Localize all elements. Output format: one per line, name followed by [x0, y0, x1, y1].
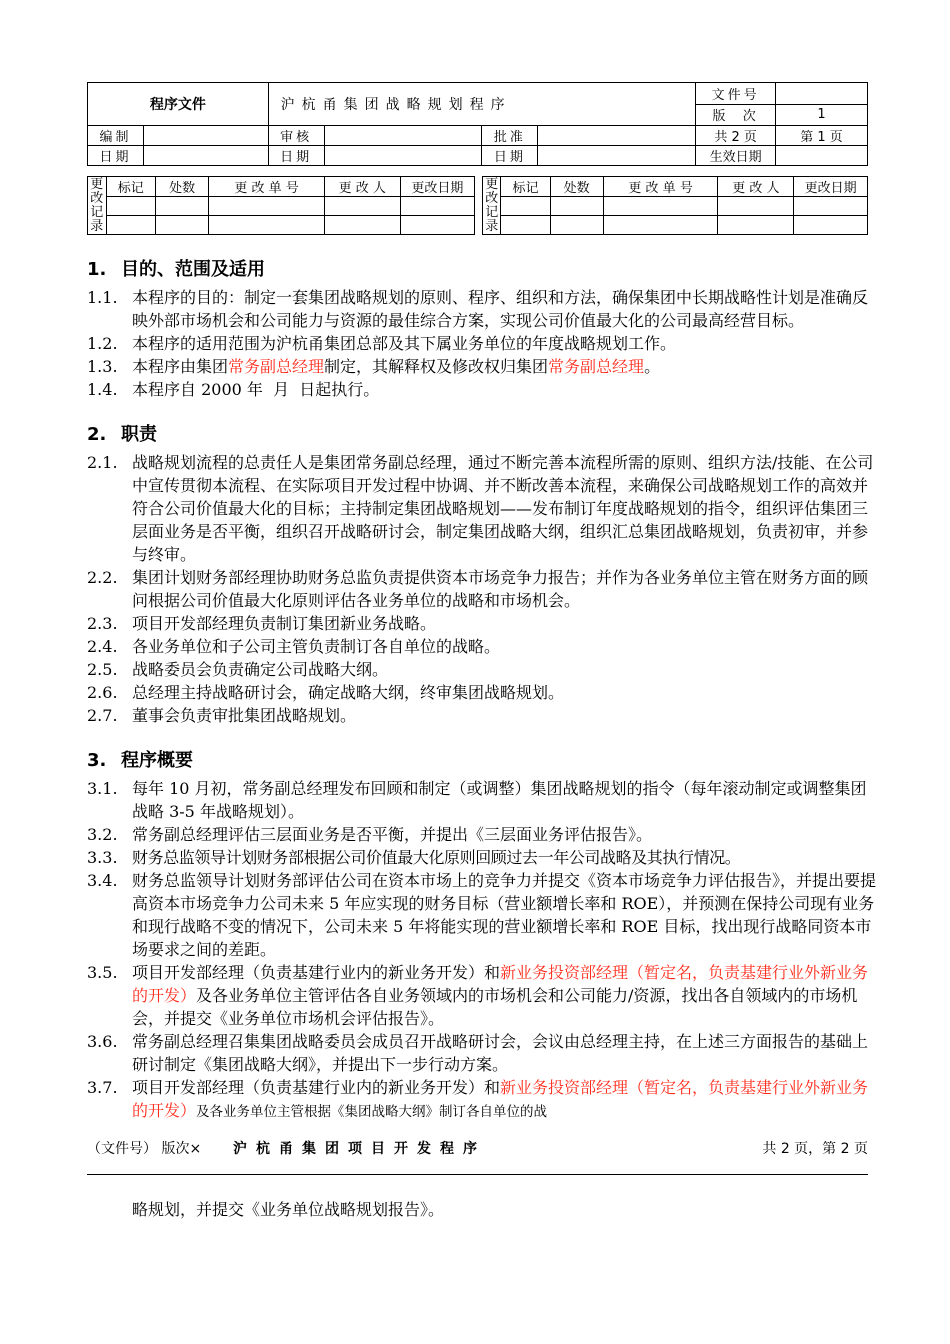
col-changer: 更 改 人	[324, 177, 400, 197]
item-text: 财务总监领导计划财务部评估公司在资本市场上的竞争力并提交《资本市场竞争力评估报告》，并提出要提高资本市场竞争力公司未来 5 年应实现的财务目标（营业额增长率和 ROE），并预测在保持公司现有业务和现行战略不变的情况下，公司未来 5 年将能实现的营业额增长率和 ROE 目标，找出现行战略同资本市场要求之间的差距。	[132, 871, 877, 959]
cell	[550, 197, 603, 216]
text-part: 及各业务单位主管根据《集团战略大纲》制订各自单位的战	[196, 1104, 548, 1120]
effective-date-value	[776, 146, 868, 166]
item-number: 2.2.	[87, 568, 118, 587]
item-number: 2.4.	[87, 637, 118, 656]
item-number: 2.7.	[87, 706, 118, 725]
item-number: 2.5.	[87, 660, 118, 679]
cell	[718, 216, 794, 235]
approve-label: 批准	[482, 126, 538, 146]
item-text: 财务总监领导计划财务部根据公司价值最大化原则回顾过去一年公司战略及其执行情况。	[132, 848, 741, 867]
cell	[794, 197, 868, 216]
item-text: 每年 10 月初，常务副总经理发布回顾和制定（或调整）集团战略规划的指令（每年滚动制定或调整集团战略 3-5 年战略规划）。	[132, 779, 867, 821]
file-no-label: 文件号	[696, 83, 776, 105]
cell	[209, 197, 324, 216]
item-number: 1.4.	[87, 380, 118, 399]
item-number: 3.3.	[87, 848, 118, 867]
list-item	[87, 635, 877, 658]
col-changer: 更 改 人	[718, 177, 794, 197]
list-item	[87, 681, 877, 704]
item-number: 1.3.	[87, 357, 118, 376]
change-record-label: 更改记录	[483, 177, 501, 235]
item-number: 2.6.	[87, 683, 118, 702]
list-item	[87, 961, 877, 1030]
file-no-value	[776, 83, 868, 105]
col-mark: 标记	[501, 177, 550, 197]
date-value	[143, 146, 268, 166]
change-record-label: 更改记录	[88, 177, 107, 235]
cell	[400, 197, 474, 216]
cell	[501, 197, 550, 216]
section-number: 1.	[87, 259, 107, 280]
item-text: 项目开发部经理负责制订集团新业务战略。	[132, 614, 437, 633]
total-pages: 共 2 页	[696, 126, 776, 146]
cell	[794, 216, 868, 235]
item-text: 本程序自 2000 年 月 日起执行。	[132, 380, 380, 399]
date-label: 日期	[88, 146, 144, 166]
cell	[603, 216, 718, 235]
page-number: 第 1 页	[776, 126, 868, 146]
col-count: 处数	[550, 177, 603, 197]
prepared-value	[143, 126, 268, 146]
list-item	[87, 846, 877, 869]
item-text: 本程序的目的：制定一套集团战略规划的原则、程序、组织和方法，确保集团中长期战略性计划是准确反映外部市场机会和公司能力与资源的最佳综合方案，实现公司价值最大化的公司最高经营目标。	[132, 288, 869, 330]
doc-type: 程序文件	[88, 83, 269, 126]
section-heading	[87, 747, 877, 775]
text-part: 项目开发部经理（负责基建行业内的新业务开发）和	[132, 963, 501, 982]
list-item	[87, 612, 877, 635]
list-item	[87, 777, 877, 823]
section-heading	[87, 421, 877, 449]
continuation-text: 略规划，并提交《业务单位战略规划报告》。	[132, 1200, 445, 1219]
cell	[155, 216, 209, 235]
review-label: 审核	[268, 126, 324, 146]
item-number: 3.1.	[87, 779, 118, 798]
col-change-date: 更改日期	[794, 177, 868, 197]
cell	[603, 197, 718, 216]
cell	[155, 197, 209, 216]
section-title: 职责	[121, 424, 157, 445]
cell	[106, 197, 155, 216]
item-text: 各业务单位和子公司主管负责制订各自单位的战略。	[132, 637, 501, 656]
list-item	[87, 658, 877, 681]
approve-value	[538, 126, 696, 146]
version-label: 版 次	[696, 104, 776, 126]
item-text: 总经理主持战略研讨会，确定战略大纲，终审集团战略规划。	[132, 683, 565, 702]
item-number: 2.3.	[87, 614, 118, 633]
document-header-table	[87, 82, 868, 166]
section-number: 3.	[87, 750, 107, 771]
section-title: 目的、范围及适用	[121, 259, 265, 280]
item-text: 董事会负责审批集团战略规划。	[132, 706, 357, 725]
doc-title: 沪杭甬集团战略规划程序	[268, 83, 695, 126]
section-number: 2.	[87, 424, 107, 445]
item-text	[132, 1076, 877, 1124]
col-change-no: 更 改 单 号	[209, 177, 324, 197]
date-value	[324, 146, 482, 166]
date-label: 日期	[268, 146, 324, 166]
item-number: 3.7.	[87, 1078, 118, 1097]
item-text: 集团计划财务部经理协助财务总监负责提供资本市场竞争力报告；并作为各业务单位主管在财务方面的顾问根据公司价值最大化原则评估各业务单位的战略和市场机会。	[132, 568, 869, 610]
highlight-text: 新业务投资部经理（暂定名，负责基建行业外新业务的开发）	[132, 1078, 869, 1120]
cell	[324, 216, 400, 235]
item-text: 常务副总经理评估三层面业务是否平衡，并提出《三层面业务评估报告》。	[132, 825, 653, 844]
page-divider	[87, 1174, 868, 1175]
highlight-text: 常务副总经理	[548, 357, 645, 376]
text-part: 本程序由集团	[132, 357, 229, 376]
item-number: 1.1.	[87, 288, 118, 307]
cell	[501, 216, 550, 235]
col-mark: 标记	[106, 177, 155, 197]
highlight-text: 常务副总经理	[228, 357, 325, 376]
change-record-table-left	[87, 176, 475, 235]
item-number: 3.6.	[87, 1032, 118, 1051]
text-part: 制定，其解释权及修改权归集团	[324, 357, 549, 376]
item-number: 3.2.	[87, 825, 118, 844]
section-heading	[87, 256, 877, 284]
item-text: 战略委员会负责确定公司战略大纲。	[132, 660, 389, 679]
item-number: 3.5.	[87, 963, 118, 982]
col-change-date: 更改日期	[400, 177, 474, 197]
text-part: 。	[644, 357, 661, 376]
item-number: 1.2.	[87, 334, 118, 353]
col-count: 处数	[155, 177, 209, 197]
list-item	[87, 355, 877, 378]
cell	[324, 197, 400, 216]
cell	[106, 216, 155, 235]
version-value: 1	[776, 104, 868, 126]
text-part: 及各业务单位主管评估各自业务领域内的市场机会和公司能力/资源，找出各自领域内的市场机会，并提交《业务单位市场机会评估报告》。	[132, 986, 858, 1028]
cell	[718, 197, 794, 216]
list-item	[87, 823, 877, 846]
list-item	[87, 286, 877, 332]
document-body	[87, 256, 877, 1124]
item-number: 3.4.	[87, 871, 118, 890]
list-item	[87, 1076, 877, 1124]
text-part: 项目开发部经理（负责基建行业内的新业务开发）和	[132, 1078, 501, 1097]
list-item	[87, 869, 877, 961]
list-item	[87, 704, 877, 727]
item-text	[132, 355, 877, 378]
section-title: 程序概要	[121, 750, 193, 771]
list-item	[87, 1030, 877, 1076]
item-text: 战略规划流程的总责任人是集团常务副总经理，通过不断完善本流程所需的原则、组织方法/技能、在公司中宣传贯彻本流程、在实际项目开发过程中协调、并不断改善本流程，来确保公司战略规划工作的高效并符合公司价值最大化的目标；主持制定集团战略规划——发布制订年度战略规划的指令，组织评估集团三层面业务是否平衡，组织召开战略研讨会，制定集团战略大纲，组织汇总集团战略规划，负责初审，并参与终审。	[132, 453, 874, 564]
footer-page-info: 共 2 页，第 2 页	[762, 1141, 868, 1157]
prepared-label: 编制	[88, 126, 144, 146]
col-change-no: 更 改 单 号	[603, 177, 718, 197]
review-value	[324, 126, 482, 146]
list-item	[87, 566, 877, 612]
footer-title: 沪杭甬集团项目开发程序	[233, 1141, 486, 1157]
list-item	[87, 332, 877, 355]
item-number: 2.1.	[87, 453, 118, 472]
list-item	[87, 378, 877, 401]
item-text: 本程序的适用范围为沪杭甬集团总部及其下属业务单位的年度战略规划工作。	[132, 334, 677, 353]
date-value	[538, 146, 696, 166]
change-record-table-right	[482, 176, 868, 235]
cell	[400, 216, 474, 235]
cell	[209, 216, 324, 235]
list-item	[87, 451, 877, 566]
effective-date-label: 生效日期	[696, 146, 776, 166]
footer-file-info: （文件号） 版次×	[87, 1141, 202, 1157]
highlight-text: 新业务投资部经理（暂定名，负责基建行业外新业务的开发）	[132, 963, 869, 1005]
cell	[550, 216, 603, 235]
date-label: 日期	[482, 146, 538, 166]
item-text: 常务副总经理召集集团战略委员会成员召开战略研讨会，会议由总经理主持，在上述三方面报告的基础上研讨制定《集团战略大纲》，并提出下一步行动方案。	[132, 1032, 869, 1074]
item-text	[132, 961, 877, 1030]
